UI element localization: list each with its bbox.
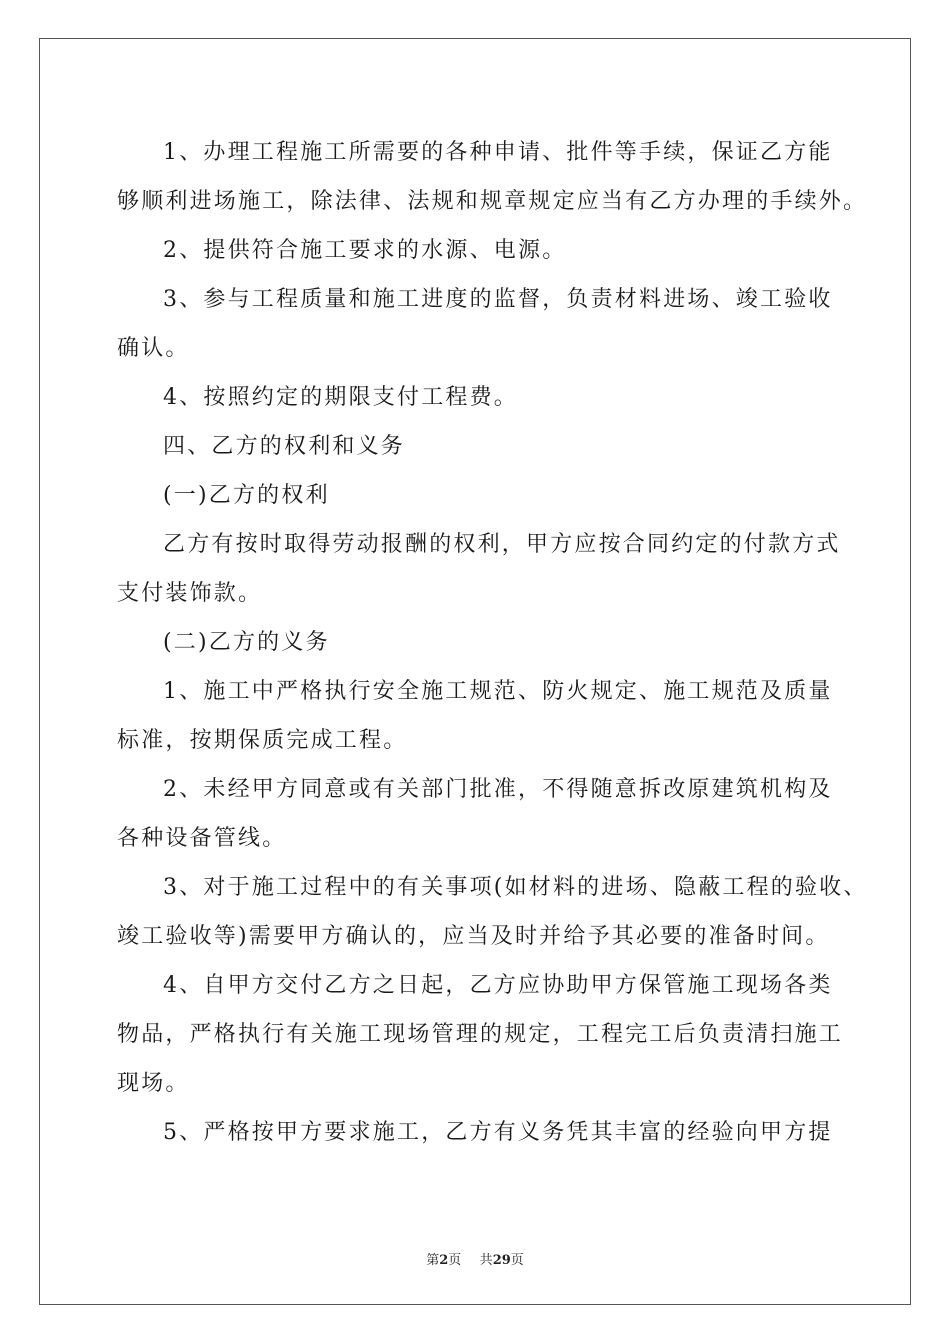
- text-line: 确认。: [117, 336, 190, 361]
- document-body: [117, 128, 868, 1157]
- text-line: 1、办理工程施工所需要的各种申请、批件等手续，保证乙方能: [163, 140, 833, 165]
- footer-total-prefix: 共: [479, 1253, 493, 1268]
- text-line: 3、对于施工过程中的有关事项(如材料的进场、隐蔽工程的验收、: [163, 875, 868, 900]
- text-line: 5、严格按甲方要求施工，乙方有义务凭其丰富的经验向甲方提: [163, 1120, 833, 1145]
- footer-total-suffix: 页: [510, 1253, 524, 1268]
- subsection-heading: (二)乙方的义务: [163, 630, 330, 655]
- section-heading: 四、乙方的权利和义务: [163, 434, 406, 459]
- text-line: 乙方有按时取得劳动报酬的权利，甲方应按合同约定的付款方式: [163, 532, 841, 557]
- total-page-count: 29: [492, 1253, 511, 1268]
- text-line: 2、提供符合施工要求的水源、电源。: [163, 238, 567, 263]
- text-line: 支付装饰款。: [117, 581, 263, 606]
- text-line: 标准，按期保质完成工程。: [117, 728, 408, 753]
- text-line: 1、施工中严格执行安全施工规范、防火规定、施工规范及质量: [163, 679, 833, 704]
- text-line: 够顺利进场施工，除法律、法规和规章规定应当有乙方办理的手续外。: [117, 189, 868, 214]
- text-line: 4、自甲方交付乙方之日起，乙方应协助甲方保管施工现场各类: [163, 973, 833, 998]
- footer-prefix: 第: [426, 1253, 440, 1268]
- current-page-number: 2: [439, 1253, 449, 1268]
- text-line: 竣工验收等)需要甲方确认的，应当及时并给予其必要的准备时间。: [117, 924, 830, 949]
- text-line: 3、参与工程质量和施工进度的监督，负责材料进场、竣工验收: [163, 287, 833, 312]
- text-line: 物品，严格执行有关施工现场管理的规定，工程完工后负责清扫施工: [117, 1022, 844, 1047]
- page-footer: [0, 1249, 950, 1268]
- text-line: 现场。: [117, 1071, 190, 1096]
- footer-page-word: 页: [448, 1253, 462, 1268]
- text-line: 2、未经甲方同意或有关部门批准，不得随意拆改原建筑机构及: [163, 777, 833, 802]
- text-line: 4、按照约定的期限支付工程费。: [163, 385, 518, 410]
- text-line: 各种设备管线。: [117, 826, 287, 851]
- subsection-heading: (一)乙方的权利: [163, 483, 330, 508]
